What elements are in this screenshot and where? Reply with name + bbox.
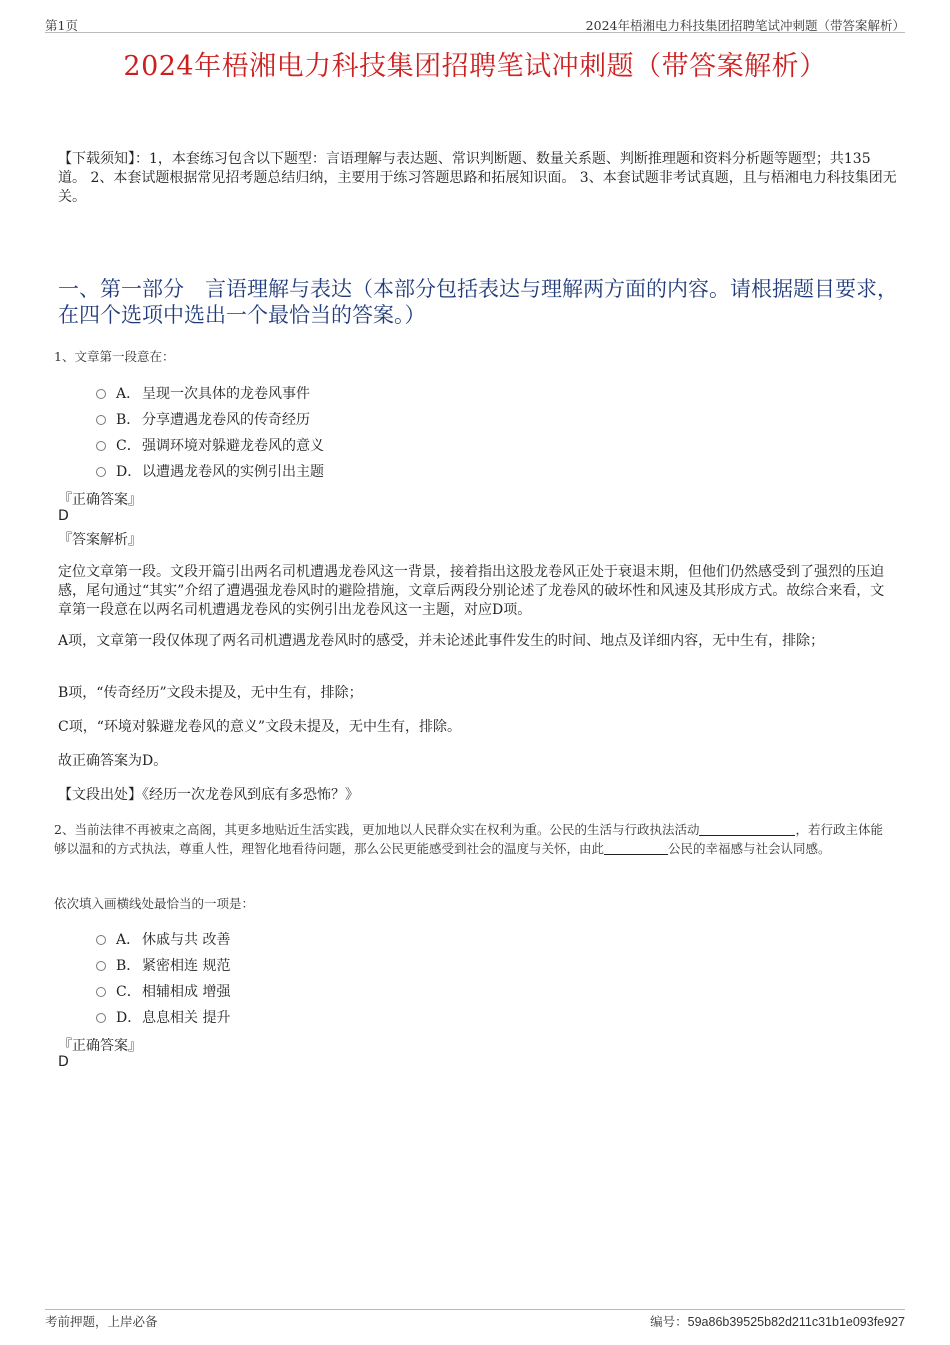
- section-heading: 一、第一部分 言语理解与表达（本部分包括表达与理解两方面的内容。请根据题目要求，在四个选项中选出一个最恰当的答案。）: [58, 277, 898, 327]
- header-doc-title: 2024年梧湘电力科技集团招聘笔试冲刺题（带答案解析）: [585, 18, 905, 33]
- footer-divider: [45, 1309, 905, 1310]
- page-title: 2024年梧湘电力科技集团招聘笔试冲刺题（带答案解析）: [123, 51, 827, 82]
- radio-icon[interactable]: [96, 389, 106, 399]
- radio-icon[interactable]: [96, 467, 106, 477]
- radio-icon[interactable]: [96, 441, 106, 451]
- q2-option-b[interactable]: B． 紧密相连 规范: [96, 955, 230, 975]
- q2-option-a[interactable]: A． 休戚与共 改善: [96, 929, 230, 949]
- q1-analysis-conclusion: 故正确答案为D。: [58, 753, 168, 769]
- q1-option-c[interactable]: C．强调环境对躲避龙卷风的意义: [96, 435, 324, 455]
- q1-option-d[interactable]: D．以遭遇龙卷风的实例引出主题: [96, 461, 324, 481]
- q1-analysis-c: C项，“环境对躲避龙卷风的意义”文段未提及，无中生有，排除。: [58, 719, 462, 735]
- download-notice: 【下载须知】：1，本套练习包含以下题型：言语理解与表达题、常识判断题、数量关系题、判断推理题和资料分析题等题型；共135道。 2、本套试题根据常见招考题总结归纳，主要用于练习答题思路和拓展知识面。 3、本套试题非考试真题，且与梧湘电力科技集团无关。: [58, 151, 897, 205]
- q1-answer-label: 『正确答案』: [58, 492, 142, 508]
- radio-icon[interactable]: [96, 935, 106, 945]
- q1-analysis-b: B项，“传奇经历”文段未提及，无中生有，排除；: [58, 685, 363, 701]
- q2-option-d[interactable]: D．息息相关 提升: [96, 1007, 230, 1027]
- radio-icon[interactable]: [96, 961, 106, 971]
- header-divider: [45, 32, 905, 33]
- q1-analysis-main: 定位文章第一段。文段开篇引出两名司机遭遇龙卷风这一背景，接着指出这股龙卷风正处于衰退末期，但他们仍然感受到了强烈的压迫感，尾句通过“其实”介绍了遭遇强龙卷风时的避险措施，文章后两段分别论述了龙卷风的破坏性和风速及其形成方式。故综合来看，文章第一段意在以两名司机遭遇龙卷风的实例引出龙卷风这一主题，对应D项。: [58, 564, 885, 618]
- q2-option-c[interactable]: C．相辅相成 增强: [96, 981, 230, 1001]
- page-number: 第1页: [45, 18, 78, 33]
- q1-option-b[interactable]: B． 分享遭遇龙卷风的传奇经历: [96, 409, 310, 429]
- q1-analysis-a: A项，文章第一段仅体现了两名司机遭遇龙卷风时的感受，并未论述此事件发生的时间、地点及详细内容，无中生有，排除；: [58, 633, 825, 649]
- radio-icon[interactable]: [96, 987, 106, 997]
- radio-icon[interactable]: [96, 1013, 106, 1023]
- question-1-stem: 1、文章第一段意在：: [54, 349, 175, 364]
- q1-answer: D: [58, 508, 69, 524]
- blank-2[interactable]: [604, 842, 668, 855]
- footer-slogan: 考前押题，上岸必备: [45, 1314, 158, 1329]
- q2-answer: D: [58, 1054, 69, 1070]
- q1-analysis-label: 『答案解析』: [58, 532, 142, 548]
- blank-1[interactable]: [699, 823, 795, 836]
- q1-option-a[interactable]: A． 呈现一次具体的龙卷风事件: [96, 383, 310, 403]
- q1-source: 【文段出处】《经历一次龙卷风到底有多恐怖？》: [58, 787, 359, 803]
- radio-icon[interactable]: [96, 415, 106, 425]
- question-2-prompt: 依次填入画横线处最恰当的一项是：: [54, 896, 255, 911]
- footer-code: 编号：59a86b39525b82d211c31b1e093fe927: [650, 1314, 905, 1329]
- question-2-stem: 2、当前法律不再被束之高阁，其更多地贴近生活实践，更加地以人民群众实在权利为重。公民的生活与行政执法活动 ，若行政主体能够以温和的方式执法，尊重人性，理智化地看待问题，那么公民更能感受到社会的温度与关怀，由此 公民的幸福感与社会认同感。: [54, 822, 883, 856]
- q2-answer-label: 『正确答案』: [58, 1038, 142, 1054]
